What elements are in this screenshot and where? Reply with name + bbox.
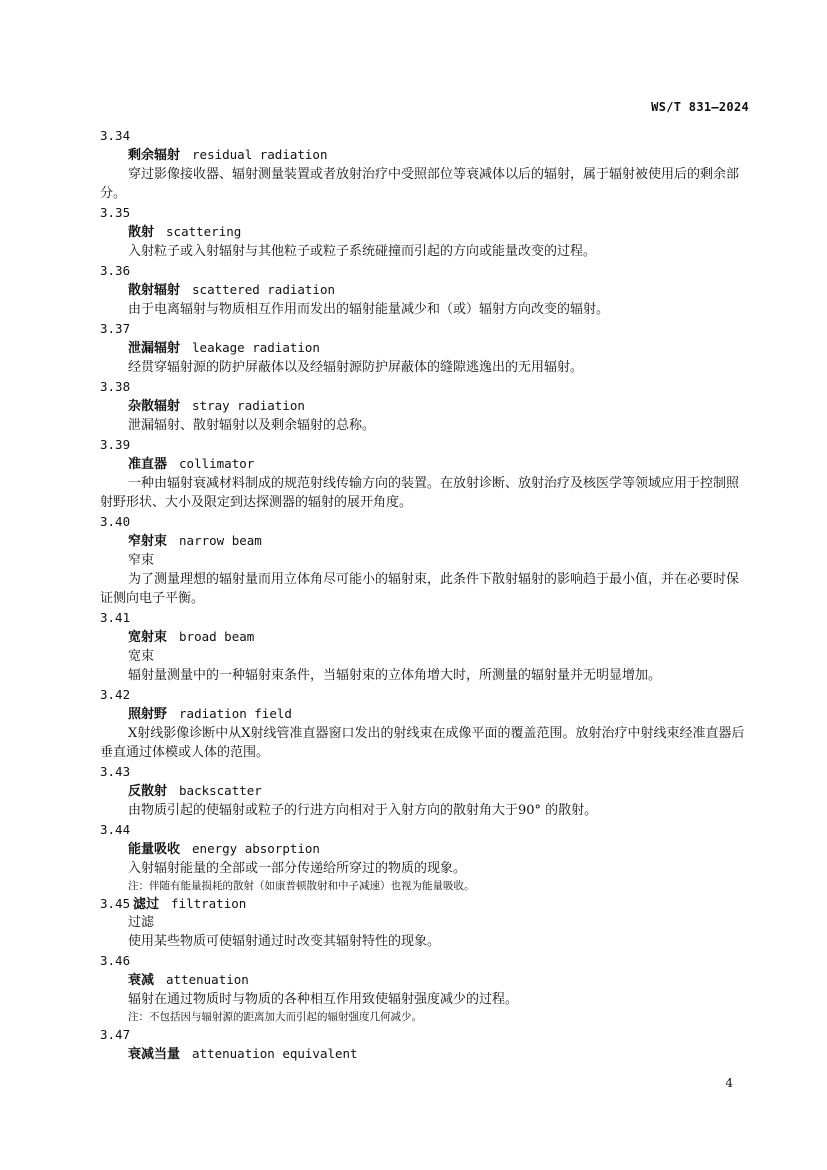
term-zh: 泄漏辐射 xyxy=(128,341,181,356)
term-en: radiation field xyxy=(179,706,292,721)
term-definition: 为了测量理想的辐射量而用立体角尽可能小的辐射束，此条件下散射辐射的影响趋于最小值，并在必要时保证侧向电子平衡。 xyxy=(100,572,740,606)
term-entry xyxy=(100,377,750,435)
term-en: residual radiation xyxy=(192,147,328,162)
term-title xyxy=(100,145,750,165)
term-title xyxy=(100,338,750,358)
term-zh: 杂散辐射 xyxy=(128,399,181,414)
term-en: energy absorption xyxy=(192,841,320,856)
term-title xyxy=(100,970,750,990)
term-definition: 入射粒子或入射辐射与其他粒子或粒子系统碰撞而引起的方向或能量改变的过程。 xyxy=(128,244,597,259)
term-entry xyxy=(100,762,750,820)
term-title xyxy=(100,396,750,416)
term-en: narrow beam xyxy=(179,533,262,548)
term-zh: 窄射束 xyxy=(128,534,168,549)
term-definition: 穿过影像接收器、辐射测量装置或者放射治疗中受照部位等衰减体以后的辐射，属于辐射被使用后的剩余部分。 xyxy=(100,167,740,201)
term-entry xyxy=(100,203,750,261)
term-zh: 剩余辐射 xyxy=(128,148,181,163)
term-title xyxy=(100,627,750,647)
term-zh: 散射辐射 xyxy=(128,283,181,298)
term-number: 3.42 xyxy=(100,687,131,702)
term-definition: 由于电离辐射与物质相互作用而发出的辐射能量减少和（或）辐射方向改变的辐射。 xyxy=(128,302,610,317)
term-synonym: 窄束 xyxy=(128,553,155,568)
term-title xyxy=(100,781,750,801)
term-number: 3.41 xyxy=(100,610,131,625)
term-number: 3.36 xyxy=(100,263,131,278)
term-zh: 散射 xyxy=(128,225,155,240)
term-entry xyxy=(100,261,750,319)
term-zh: 衰减 xyxy=(128,973,155,988)
term-zh: 反散射 xyxy=(128,784,168,799)
term-entry xyxy=(100,894,750,951)
term-number: 3.37 xyxy=(100,321,131,336)
term-entry xyxy=(100,126,750,203)
term-definition: 经贯穿辐射源的防护屏蔽体以及经辐射源防护屏蔽体的缝隙逃逸出的无用辐射。 xyxy=(128,360,584,375)
term-zh: 能量吸收 xyxy=(128,842,181,857)
term-synonym: 过滤 xyxy=(128,915,155,930)
standard-code: WS/T 831—2024 xyxy=(651,100,749,114)
term-entry xyxy=(100,685,750,762)
term-title xyxy=(100,222,750,242)
term-en: scattered radiation xyxy=(192,282,336,297)
term-entry xyxy=(100,512,750,608)
term-en: broad beam xyxy=(179,629,255,644)
term-title xyxy=(100,839,750,859)
term-zh: 宽射束 xyxy=(128,630,168,645)
term-definition: 泄漏辐射、散射辐射以及剩余辐射的总称。 xyxy=(128,418,376,433)
term-number: 3.34 xyxy=(100,128,131,143)
term-entry xyxy=(100,1025,750,1064)
term-number: 3.46 xyxy=(100,953,131,968)
page-number: 4 xyxy=(725,1076,733,1090)
term-entry xyxy=(100,435,750,512)
term-definition: 入射辐射能量的全部或一部分传递给所穿过的物质的现象。 xyxy=(128,861,467,876)
term-en: scattering xyxy=(166,224,242,239)
term-title xyxy=(100,454,750,474)
term-title xyxy=(100,1044,750,1064)
term-en: filtration xyxy=(171,896,247,911)
term-definition: X射线影像诊断中从X射线管准直器窗口发出的射线束在成像平面的覆盖范围。放射治疗中射线束经准直器后垂直通过体模或人体的范围。 xyxy=(100,726,745,760)
term-zh: 照射野 xyxy=(128,707,168,722)
term-zh: 滤过 xyxy=(133,897,160,912)
term-number: 3.44 xyxy=(100,822,131,837)
term-entry xyxy=(100,608,750,685)
term-number: 3.35 xyxy=(100,205,131,220)
document-body xyxy=(100,126,750,1064)
term-en: attenuation xyxy=(166,972,249,987)
term-number: 3.38 xyxy=(100,379,131,394)
term-title xyxy=(100,704,750,724)
term-zh: 准直器 xyxy=(128,457,168,472)
term-number: 3.40 xyxy=(100,514,131,529)
term-number: 3.47 xyxy=(100,1027,131,1042)
term-entry xyxy=(100,951,750,1025)
term-en: leakage radiation xyxy=(192,340,320,355)
term-entry xyxy=(100,319,750,377)
term-number: 3.39 xyxy=(100,437,131,452)
term-number: 3.43 xyxy=(100,764,131,779)
term-definition: 由物质引起的使辐射或粒子的行进方向相对于入射方向的散射角大于90° 的散射。 xyxy=(128,803,598,818)
term-definition: 辐射量测量中的一种辐射束条件，当辐射束的立体角增大时，所测量的辐射量并无明显增加。 xyxy=(128,668,662,683)
term-definition: 使用某些物质可使辐射通过时改变其辐射特性的现象。 xyxy=(128,934,441,949)
term-title xyxy=(100,531,750,551)
term-note: 注：伴随有能量损耗的散射（如康普顿散射和中子减速）也视为能量吸收。 xyxy=(128,880,475,892)
term-title xyxy=(100,280,750,300)
term-title xyxy=(100,894,750,913)
term-synonym: 宽束 xyxy=(128,649,155,664)
term-number: 3.45 xyxy=(100,896,131,911)
term-definition: 辐射在通过物质时与物质的各种相互作用致使辐射强度减少的过程。 xyxy=(128,992,519,1007)
term-note: 注：不包括因与辐射源的距离加大而引起的辐射强度几何减少。 xyxy=(128,1011,422,1023)
term-entry xyxy=(100,820,750,894)
term-zh: 衰减当量 xyxy=(128,1047,181,1062)
term-en: stray radiation xyxy=(192,398,305,413)
term-en: collimator xyxy=(179,456,255,471)
term-en: backscatter xyxy=(179,783,262,798)
term-en: attenuation equivalent xyxy=(192,1046,358,1061)
term-definition: 一种由辐射衰减材料制成的规范射线传输方向的装置。在放射诊断、放射治疗及核医学等领域应用于控制照射野形状、大小及限定到达探测器的辐射的展开角度。 xyxy=(100,476,740,510)
